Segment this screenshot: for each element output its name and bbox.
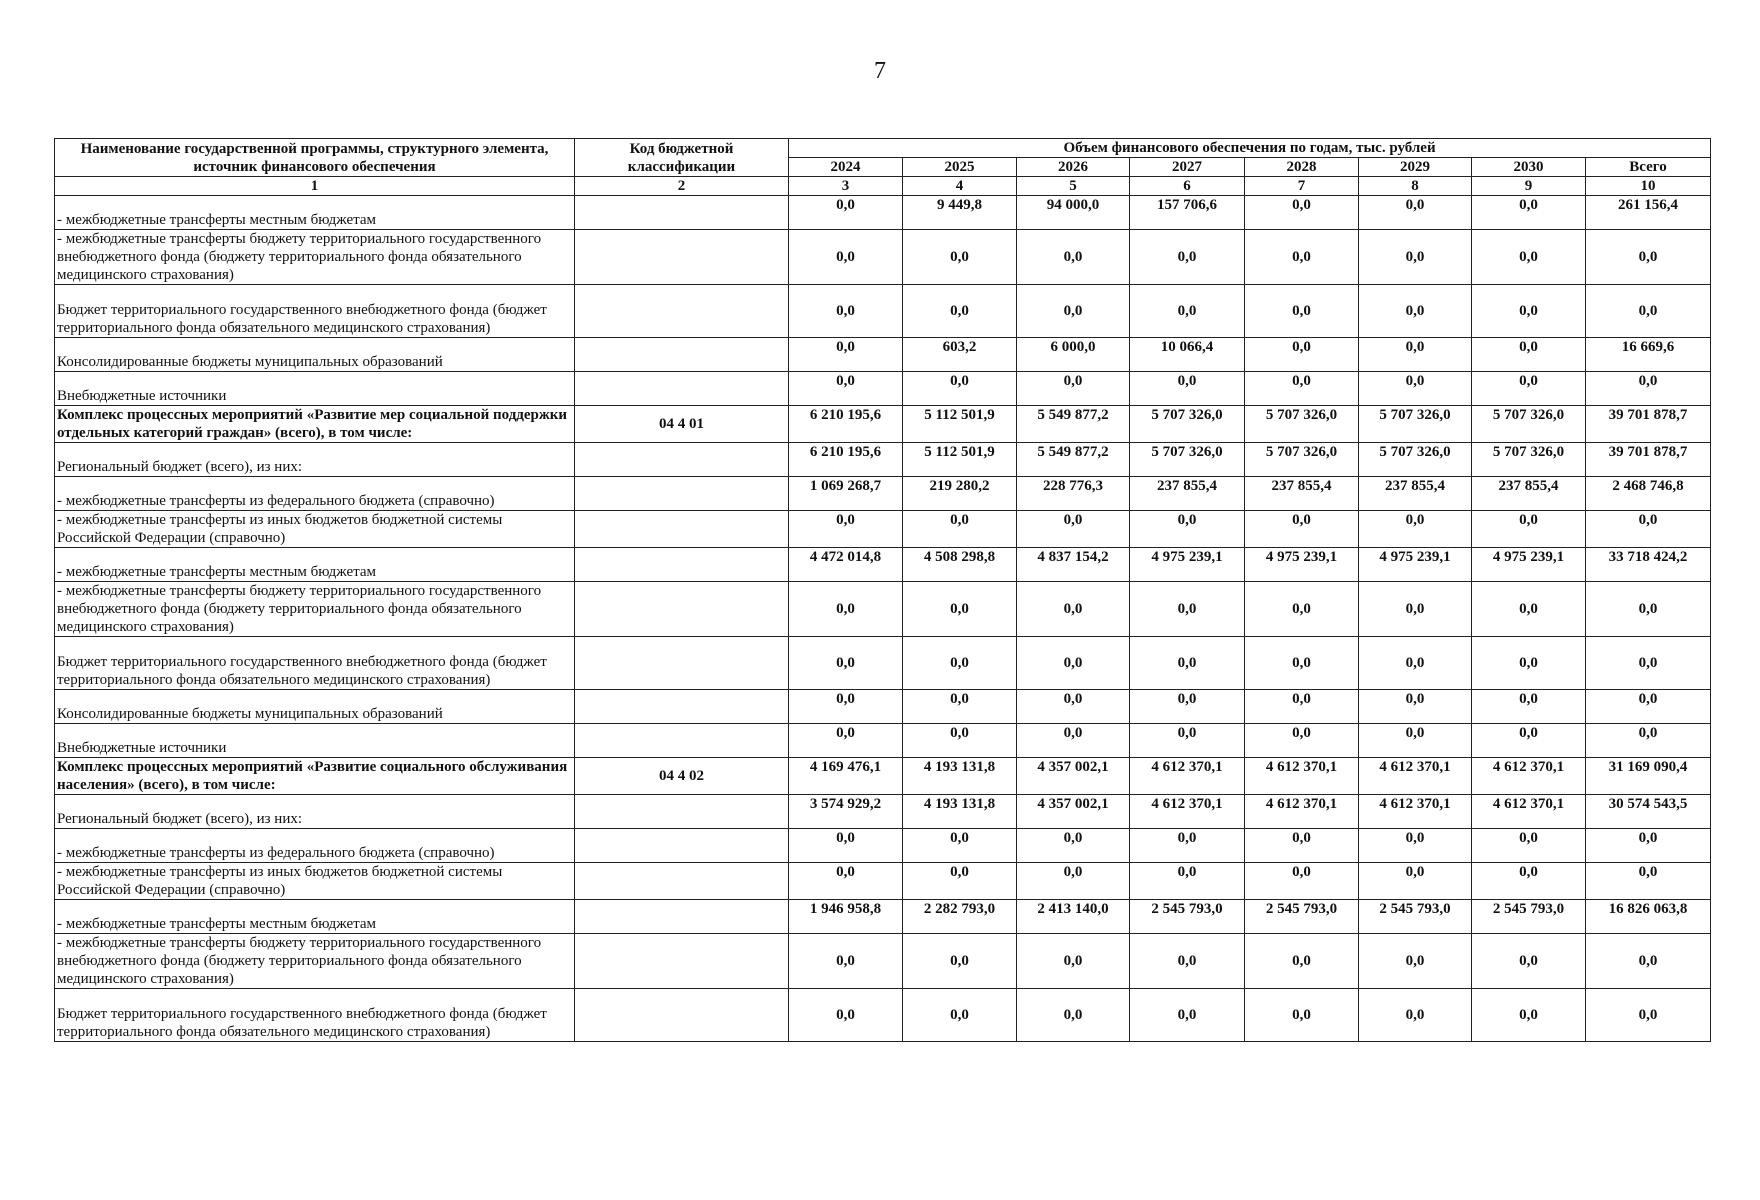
row-value: 5 707 326,0 — [1130, 406, 1245, 443]
row-value: 4 357 002,1 — [1017, 795, 1130, 829]
row-value: 4 612 370,1 — [1359, 795, 1472, 829]
row-value: 0,0 — [1017, 582, 1130, 637]
row-value: 16 826 063,8 — [1586, 900, 1711, 934]
row-name: Внебюджетные источники — [55, 724, 575, 758]
row-budget-code — [575, 372, 789, 406]
row-value: 9 449,8 — [903, 196, 1017, 230]
table-row — [55, 285, 1711, 338]
row-value: 0,0 — [1586, 724, 1711, 758]
row-value: 0,0 — [903, 372, 1017, 406]
row-budget-code — [575, 548, 789, 582]
header-column-number: 7 — [1245, 177, 1359, 196]
row-value: 0,0 — [1017, 637, 1130, 690]
row-value: 0,0 — [1245, 637, 1359, 690]
row-value: 5 707 326,0 — [1472, 406, 1586, 443]
row-budget-code — [575, 582, 789, 637]
row-value: 4 612 370,1 — [1472, 795, 1586, 829]
row-value: 0,0 — [789, 196, 903, 230]
row-value: 0,0 — [1359, 582, 1472, 637]
row-value: 4 975 239,1 — [1245, 548, 1359, 582]
row-value: 3 574 929,2 — [789, 795, 903, 829]
table-row — [55, 196, 1711, 230]
row-value: 0,0 — [903, 637, 1017, 690]
row-value: 0,0 — [1472, 372, 1586, 406]
row-name: Консолидированные бюджеты муниципальных образований — [55, 690, 575, 724]
row-name: - межбюджетные трансферты из федерального бюджета (справочно) — [55, 477, 575, 511]
row-value: 10 066,4 — [1130, 338, 1245, 372]
row-value: 0,0 — [1472, 338, 1586, 372]
row-name: Внебюджетные источники — [55, 372, 575, 406]
row-value: 0,0 — [1130, 582, 1245, 637]
row-value: 0,0 — [1130, 863, 1245, 900]
row-name: - межбюджетные трансферты бюджету территориального государственного внебюджетного фонда (бюджету территориального фонда обязательного медицинского страхования) — [55, 934, 575, 989]
row-value: 0,0 — [1130, 511, 1245, 548]
row-value: 0,0 — [1586, 934, 1711, 989]
header-column-number: 5 — [1017, 177, 1130, 196]
row-value: 0,0 — [1472, 829, 1586, 863]
row-value: 0,0 — [1359, 372, 1472, 406]
table-row — [55, 829, 1711, 863]
row-value: 1 069 268,7 — [789, 477, 903, 511]
row-budget-code — [575, 989, 789, 1042]
row-value: 4 612 370,1 — [1359, 758, 1472, 795]
row-value: 0,0 — [1359, 230, 1472, 285]
row-value: 0,0 — [1130, 989, 1245, 1042]
row-value: 6 210 195,6 — [789, 406, 903, 443]
row-name: - межбюджетные трансферты местным бюджетам — [55, 548, 575, 582]
row-value: 237 855,4 — [1130, 477, 1245, 511]
row-value: 0,0 — [1472, 582, 1586, 637]
row-budget-code: 04 4 02 — [575, 758, 789, 795]
row-value: 4 975 239,1 — [1130, 548, 1245, 582]
row-value: 5 549 877,2 — [1017, 443, 1130, 477]
row-value: 5 549 877,2 — [1017, 406, 1130, 443]
row-value: 0,0 — [1017, 690, 1130, 724]
row-value: 2 545 793,0 — [1245, 900, 1359, 934]
row-value: 0,0 — [1130, 285, 1245, 338]
row-value: 0,0 — [789, 724, 903, 758]
row-value: 2 545 793,0 — [1472, 900, 1586, 934]
row-value: 94 000,0 — [1017, 196, 1130, 230]
row-value: 0,0 — [1586, 829, 1711, 863]
row-value: 2 282 793,0 — [903, 900, 1017, 934]
row-value: 0,0 — [1130, 934, 1245, 989]
row-value: 5 707 326,0 — [1359, 443, 1472, 477]
row-value: 0,0 — [1359, 285, 1472, 338]
row-value: 0,0 — [1472, 196, 1586, 230]
row-value: 0,0 — [903, 285, 1017, 338]
row-value: 2 468 746,8 — [1586, 477, 1711, 511]
row-budget-code — [575, 829, 789, 863]
row-name: Региональный бюджет (всего), из них: — [55, 795, 575, 829]
row-budget-code — [575, 724, 789, 758]
row-value: 0,0 — [1017, 989, 1130, 1042]
row-value: 4 612 370,1 — [1472, 758, 1586, 795]
row-value: 0,0 — [1245, 372, 1359, 406]
row-value: 0,0 — [789, 829, 903, 863]
row-value: 0,0 — [789, 511, 903, 548]
header-year: 2025 — [903, 158, 1017, 177]
row-value: 1 946 958,8 — [789, 900, 903, 934]
row-value: 5 707 326,0 — [1245, 443, 1359, 477]
table-row — [55, 758, 1711, 795]
row-value: 0,0 — [1472, 690, 1586, 724]
row-value: 0,0 — [1472, 989, 1586, 1042]
row-value: 0,0 — [903, 863, 1017, 900]
table-row — [55, 934, 1711, 989]
row-value: 0,0 — [1586, 372, 1711, 406]
row-value: 0,0 — [1130, 690, 1245, 724]
row-value: 157 706,6 — [1130, 196, 1245, 230]
header-column-number: 8 — [1359, 177, 1472, 196]
header-year: 2026 — [1017, 158, 1130, 177]
row-value: 0,0 — [1586, 582, 1711, 637]
row-value: 4 169 476,1 — [789, 758, 903, 795]
table-row — [55, 724, 1711, 758]
row-name: Комплекс процессных мероприятий «Развитие социального обслуживания населения» (всего), в том числе: — [55, 758, 575, 795]
row-value: 0,0 — [1130, 724, 1245, 758]
table-row — [55, 230, 1711, 285]
row-value: 4 837 154,2 — [1017, 548, 1130, 582]
row-value: 0,0 — [1586, 989, 1711, 1042]
row-name: - межбюджетные трансферты бюджету территориального государственного внебюджетного фонда (бюджету территориального фонда обязательного медицинского страхования) — [55, 582, 575, 637]
row-value: 0,0 — [789, 372, 903, 406]
page-number: 7 — [874, 58, 886, 84]
row-value: 2 545 793,0 — [1130, 900, 1245, 934]
row-value: 0,0 — [1586, 230, 1711, 285]
row-value: 0,0 — [1245, 338, 1359, 372]
row-value: 0,0 — [1245, 230, 1359, 285]
row-value: 0,0 — [903, 511, 1017, 548]
row-value: 0,0 — [1017, 829, 1130, 863]
row-value: 5 112 501,9 — [903, 443, 1017, 477]
row-value: 16 669,6 — [1586, 338, 1711, 372]
row-budget-code — [575, 477, 789, 511]
row-value: 0,0 — [1017, 863, 1130, 900]
header-code: Код бюджетной классификации — [575, 139, 789, 177]
row-value: 0,0 — [1472, 511, 1586, 548]
table-body — [55, 196, 1711, 1042]
table-row — [55, 900, 1711, 934]
header-year: 2028 — [1245, 158, 1359, 177]
row-name: Консолидированные бюджеты муниципальных образований — [55, 338, 575, 372]
row-value: 228 776,3 — [1017, 477, 1130, 511]
row-value: 0,0 — [1586, 511, 1711, 548]
row-value: 4 612 370,1 — [1130, 758, 1245, 795]
row-value: 2 413 140,0 — [1017, 900, 1130, 934]
row-budget-code — [575, 934, 789, 989]
row-value: 603,2 — [903, 338, 1017, 372]
row-value: 0,0 — [1017, 934, 1130, 989]
row-value: 0,0 — [1472, 863, 1586, 900]
row-value: 4 975 239,1 — [1359, 548, 1472, 582]
header-column-number: 2 — [575, 177, 789, 196]
row-value: 33 718 424,2 — [1586, 548, 1711, 582]
table-row — [55, 989, 1711, 1042]
row-value: 4 357 002,1 — [1017, 758, 1130, 795]
row-value: 0,0 — [1586, 637, 1711, 690]
header-year: 2030 — [1472, 158, 1586, 177]
row-value: 0,0 — [903, 690, 1017, 724]
row-value: 0,0 — [1586, 285, 1711, 338]
row-value: 0,0 — [1586, 690, 1711, 724]
row-budget-code — [575, 637, 789, 690]
row-value: 2 545 793,0 — [1359, 900, 1472, 934]
row-budget-code — [575, 690, 789, 724]
row-value: 0,0 — [1017, 372, 1130, 406]
row-value: 6 000,0 — [1017, 338, 1130, 372]
row-value: 0,0 — [1472, 285, 1586, 338]
row-value: 0,0 — [1359, 690, 1472, 724]
row-value: 0,0 — [1359, 829, 1472, 863]
table-row — [55, 511, 1711, 548]
row-value: 0,0 — [903, 989, 1017, 1042]
row-value: 0,0 — [1130, 829, 1245, 863]
row-value: 0,0 — [1017, 724, 1130, 758]
row-value: 0,0 — [1245, 863, 1359, 900]
row-name: Региональный бюджет (всего), из них: — [55, 443, 575, 477]
row-value: 0,0 — [1472, 934, 1586, 989]
row-value: 0,0 — [1245, 690, 1359, 724]
row-value: 0,0 — [1245, 829, 1359, 863]
row-budget-code — [575, 863, 789, 900]
table-row — [55, 338, 1711, 372]
row-value: 5 707 326,0 — [1472, 443, 1586, 477]
row-value: 4 193 131,8 — [903, 758, 1017, 795]
row-value: 0,0 — [1472, 637, 1586, 690]
row-name: Бюджет территориального государственного внебюджетного фонда (бюджет территориального фонда обязательного медицинского страхования) — [55, 285, 575, 338]
row-name: - межбюджетные трансферты бюджету территориального государственного внебюджетного фонда (бюджету территориального фонда обязательного медицинского страхования) — [55, 230, 575, 285]
row-value: 0,0 — [1359, 724, 1472, 758]
row-value: 4 612 370,1 — [1245, 795, 1359, 829]
row-name: - межбюджетные трансферты из федерального бюджета (справочно) — [55, 829, 575, 863]
header-column-number: 6 — [1130, 177, 1245, 196]
row-value: 0,0 — [1359, 637, 1472, 690]
row-value: 0,0 — [1130, 230, 1245, 285]
row-value: 0,0 — [1017, 511, 1130, 548]
table-row — [55, 582, 1711, 637]
row-value: 4 975 239,1 — [1472, 548, 1586, 582]
row-value: 0,0 — [789, 863, 903, 900]
row-value: 0,0 — [789, 989, 903, 1042]
row-name: Бюджет территориального государственного внебюджетного фонда (бюджет территориального фонда обязательного медицинского страхования) — [55, 637, 575, 690]
table-row — [55, 548, 1711, 582]
financing-table — [54, 138, 1711, 1042]
row-value: 0,0 — [789, 230, 903, 285]
table-row — [55, 443, 1711, 477]
row-budget-code: 04 4 01 — [575, 406, 789, 443]
table-row — [55, 406, 1711, 443]
row-budget-code — [575, 443, 789, 477]
row-value: 0,0 — [789, 285, 903, 338]
row-budget-code — [575, 795, 789, 829]
row-value: 0,0 — [1359, 989, 1472, 1042]
table-row — [55, 690, 1711, 724]
row-value: 0,0 — [1359, 196, 1472, 230]
row-budget-code — [575, 511, 789, 548]
row-value: 4 612 370,1 — [1245, 758, 1359, 795]
row-value: 0,0 — [903, 230, 1017, 285]
row-value: 0,0 — [789, 582, 903, 637]
row-budget-code — [575, 196, 789, 230]
row-value: 0,0 — [789, 690, 903, 724]
row-value: 5 707 326,0 — [1130, 443, 1245, 477]
row-budget-code — [575, 285, 789, 338]
row-value: 0,0 — [903, 724, 1017, 758]
row-value: 0,0 — [903, 829, 1017, 863]
row-value: 0,0 — [1472, 724, 1586, 758]
row-value: 0,0 — [789, 637, 903, 690]
row-value: 31 169 090,4 — [1586, 758, 1711, 795]
row-name: - межбюджетные трансферты местным бюджетам — [55, 900, 575, 934]
row-value: 0,0 — [789, 934, 903, 989]
table-row — [55, 863, 1711, 900]
row-value: 237 855,4 — [1359, 477, 1472, 511]
row-value: 5 112 501,9 — [903, 406, 1017, 443]
row-value: 5 707 326,0 — [1245, 406, 1359, 443]
row-value: 0,0 — [1130, 372, 1245, 406]
row-name: - межбюджетные трансферты из иных бюджетов бюджетной системы Российской Федерации (справочно) — [55, 863, 575, 900]
row-name: - межбюджетные трансферты местным бюджетам — [55, 196, 575, 230]
row-value: 4 612 370,1 — [1130, 795, 1245, 829]
row-value: 0,0 — [1359, 338, 1472, 372]
header-column-number: 10 — [1586, 177, 1711, 196]
row-value: 0,0 — [1017, 285, 1130, 338]
row-value: 0,0 — [903, 934, 1017, 989]
row-value: 0,0 — [1245, 285, 1359, 338]
header-name: Наименование государственной программы, структурного элемента, источник финансового обеспечения — [55, 139, 575, 177]
row-value: 0,0 — [903, 582, 1017, 637]
row-value: 0,0 — [1359, 863, 1472, 900]
row-name: - межбюджетные трансферты из иных бюджетов бюджетной системы Российской Федерации (справочно) — [55, 511, 575, 548]
row-value: 219 280,2 — [903, 477, 1017, 511]
row-value: 0,0 — [1586, 863, 1711, 900]
header-column-number: 9 — [1472, 177, 1586, 196]
header-year: 2024 — [789, 158, 903, 177]
row-value: 39 701 878,7 — [1586, 406, 1711, 443]
header-column-number: 1 — [55, 177, 575, 196]
row-name: Бюджет территориального государственного внебюджетного фонда (бюджет территориального фонда обязательного медицинского страхования) — [55, 989, 575, 1042]
row-value: 237 855,4 — [1245, 477, 1359, 511]
row-value: 4 472 014,8 — [789, 548, 903, 582]
row-budget-code — [575, 230, 789, 285]
header-column-number: 4 — [903, 177, 1017, 196]
row-value: 0,0 — [789, 338, 903, 372]
row-value: 0,0 — [1472, 230, 1586, 285]
header-volume: Объем финансового обеспечения по годам, тыс. рублей — [789, 139, 1711, 158]
row-value: 5 707 326,0 — [1359, 406, 1472, 443]
table-header — [55, 139, 1711, 196]
table-row — [55, 637, 1711, 690]
table-row — [55, 477, 1711, 511]
row-value: 0,0 — [1245, 582, 1359, 637]
header-year: Всего — [1586, 158, 1711, 177]
table-row — [55, 795, 1711, 829]
header-numbers-row — [55, 177, 1711, 196]
row-value: 0,0 — [1245, 934, 1359, 989]
row-value: 0,0 — [1359, 511, 1472, 548]
header-year: 2027 — [1130, 158, 1245, 177]
row-budget-code — [575, 900, 789, 934]
row-value: 4 508 298,8 — [903, 548, 1017, 582]
row-value: 0,0 — [1245, 511, 1359, 548]
row-value: 0,0 — [1245, 196, 1359, 230]
row-value: 0,0 — [1130, 637, 1245, 690]
row-value: 6 210 195,6 — [789, 443, 903, 477]
header-year: 2029 — [1359, 158, 1472, 177]
row-value: 0,0 — [1245, 724, 1359, 758]
row-value: 0,0 — [1017, 230, 1130, 285]
row-value: 39 701 878,7 — [1586, 443, 1711, 477]
row-value: 30 574 543,5 — [1586, 795, 1711, 829]
row-value: 237 855,4 — [1472, 477, 1586, 511]
row-name: Комплекс процессных мероприятий «Развитие мер социальной поддержки отдельных категорий граждан» (всего), в том числе: — [55, 406, 575, 443]
header-column-number: 3 — [789, 177, 903, 196]
row-value: 4 193 131,8 — [903, 795, 1017, 829]
row-value: 0,0 — [1245, 989, 1359, 1042]
row-value: 0,0 — [1359, 934, 1472, 989]
row-value: 261 156,4 — [1586, 196, 1711, 230]
table-row — [55, 372, 1711, 406]
row-budget-code — [575, 338, 789, 372]
